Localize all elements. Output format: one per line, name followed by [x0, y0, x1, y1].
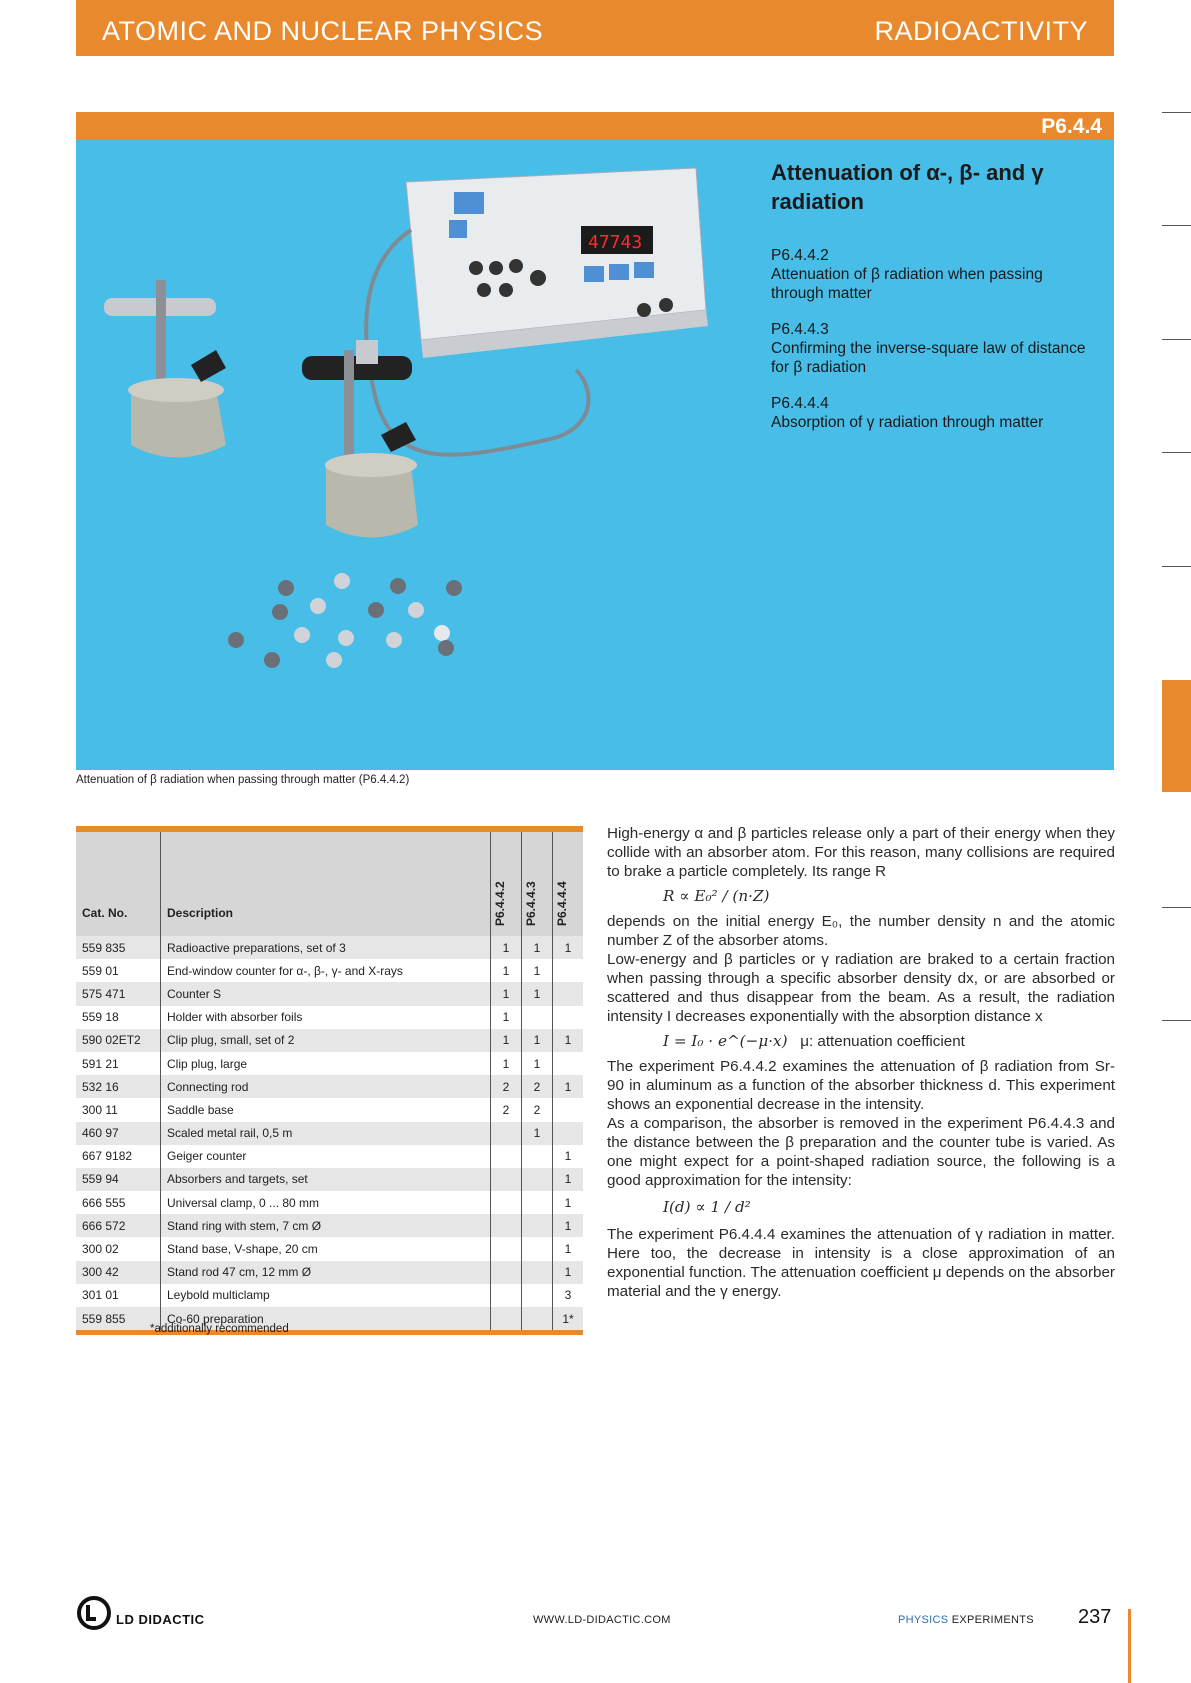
cell-qty-p6444: [553, 1098, 584, 1121]
table-row: [76, 1122, 583, 1145]
cell-description: Stand base, V-shape, 20 cm: [161, 1237, 491, 1260]
page-number: 237: [1078, 1606, 1112, 1628]
col-header-desc: Description: [161, 832, 491, 936]
cell-qty-p6442: [491, 1261, 522, 1284]
cell-qty-p6443: [522, 1006, 553, 1029]
col-header-p6444: [553, 832, 584, 936]
left-holder: [104, 280, 226, 458]
cell-qty-p6442: [491, 1122, 522, 1145]
cell-qty-p6443: [522, 1237, 553, 1260]
cell-description: Clip plug, large: [161, 1052, 491, 1075]
cell-qty-p6443: 1: [522, 1029, 553, 1052]
table-row: [76, 1145, 583, 1168]
formula-inverse-square: I(d) ∝ 1 / d²: [663, 1198, 751, 1216]
cell-qty-p6444: [553, 982, 584, 1005]
cell-cat-no: 666 572: [76, 1214, 161, 1237]
table-footnote: *additionally recommended: [150, 1323, 289, 1335]
paragraph: High-energy α and β particles release only a part of their energy when they collide with an absorber atom. For this reason, many collisions are required to brake a particle completely. Its range R: [607, 825, 1115, 880]
col-header-label: P6.4.4.4: [555, 881, 569, 926]
table-row: [76, 1168, 583, 1191]
equipment-table: [76, 826, 583, 1335]
cell-cat-no: 666 555: [76, 1191, 161, 1214]
cell-description: Clip plug, small, set of 2: [161, 1029, 491, 1052]
cell-description: End-window counter for α-, β-, γ- and X-rays: [161, 959, 491, 982]
cell-qty-p6442: [491, 1214, 522, 1237]
side-tab-rule: [1162, 225, 1191, 226]
cell-cat-no: 590 02ET2: [76, 1029, 161, 1052]
cell-cat-no: 532 16: [76, 1075, 161, 1098]
counter-device: [406, 168, 708, 358]
cell-qty-p6443: 2: [522, 1075, 553, 1098]
cell-cat-no: 559 94: [76, 1168, 161, 1191]
cell-cat-no: 300 42: [76, 1261, 161, 1284]
cell-qty-p6444: 1: [553, 1261, 584, 1284]
body-text: [607, 824, 1115, 1301]
cell-qty-p6442: 1: [491, 982, 522, 1005]
cell-qty-p6444: 1: [553, 1237, 584, 1260]
cell-qty-p6442: [491, 1145, 522, 1168]
col-header-cat: Cat. No.: [76, 832, 161, 936]
table-row: [76, 1052, 583, 1075]
cell-qty-p6444: 1: [553, 1191, 584, 1214]
formula-note: μ: attenuation coefficient: [800, 1033, 965, 1050]
cell-qty-p6442: [491, 1168, 522, 1191]
cell-qty-p6442: 2: [491, 1098, 522, 1121]
cell-qty-p6443: [522, 1307, 553, 1330]
cell-description: Co-60 preparation: [161, 1307, 491, 1330]
cell-qty-p6442: 1: [491, 1006, 522, 1029]
cell-qty-p6443: 1: [522, 959, 553, 982]
side-tab-rule: [1162, 452, 1191, 453]
side-tab-active: [1162, 680, 1191, 792]
experiment-item-code: P6.4.4.2: [771, 247, 829, 264]
cell-qty-p6443: [522, 1214, 553, 1237]
table-row: [76, 1284, 583, 1307]
experiment-item-text: Confirming the inverse-square law of distance for β radiation: [771, 340, 1086, 376]
experiment-title: Attenuation of α-, β- and γ radiation: [771, 160, 1044, 214]
cell-qty-p6442: [491, 1284, 522, 1307]
col-header-label: P6.4.4.3: [524, 881, 538, 926]
experiment-code-bar: [76, 112, 1114, 140]
cell-qty-p6444: [553, 1052, 584, 1075]
table-row: [76, 1075, 583, 1098]
cell-cat-no: 667 9182: [76, 1145, 161, 1168]
cell-cat-no: 300 11: [76, 1098, 161, 1121]
apparatus-photo: [76, 140, 766, 770]
experiment-item: [771, 394, 1091, 432]
cell-qty-p6443: [522, 1191, 553, 1214]
ld-logo-icon: [76, 1595, 116, 1631]
cell-qty-p6443: 1: [522, 982, 553, 1005]
paragraph: depends on the initial energy E₀, the number density n and the atomic number Z of the absorber atoms.: [607, 913, 1115, 949]
table-row: [76, 1214, 583, 1237]
cell-cat-no: 559 855: [76, 1307, 161, 1330]
cell-description: Leybold multiclamp: [161, 1284, 491, 1307]
cell-qty-p6443: [522, 1145, 553, 1168]
side-tab-rule: [1162, 566, 1191, 567]
cell-qty-p6442: 1: [491, 959, 522, 982]
footer-section-a: PHYSICS: [898, 1614, 949, 1626]
cell-qty-p6444: 1: [553, 1075, 584, 1098]
cell-qty-p6444: [553, 1122, 584, 1145]
cell-qty-p6444: [553, 1006, 584, 1029]
hero-panel: [76, 140, 1114, 770]
paragraph: Low-energy and β particles or γ radiation are braked to a certain fraction when passing through a specific absorber density dx, or are absorbed or scattered and thus disappear from the beam. As a result, the radiation intensity I decreases exponentially with the absorption distance x: [607, 951, 1115, 1025]
table-row: [76, 982, 583, 1005]
paragraph: As a comparison, the absorber is removed in the experiment P6.4.4.3 and the distance between the β preparation and the counter tube is varied. As one might expect for a point-shaped radiation source, the following is a good approximation for the intensity:: [607, 1115, 1115, 1189]
cell-qty-p6444: 1*: [553, 1307, 584, 1330]
cell-qty-p6442: 2: [491, 1075, 522, 1098]
col-header-p6442: [491, 832, 522, 936]
cell-qty-p6443: [522, 1284, 553, 1307]
cell-description: Connecting rod: [161, 1075, 491, 1098]
cell-qty-p6443: 1: [522, 936, 553, 959]
table-row: [76, 959, 583, 982]
formula-attenuation: I = I₀ · e^(−μ·x): [663, 1032, 788, 1050]
cell-cat-no: 591 21: [76, 1052, 161, 1075]
side-tab-rule: [1162, 1020, 1191, 1021]
col-header-label: P6.4.4.2: [493, 881, 507, 926]
cell-cat-no: 559 01: [76, 959, 161, 982]
experiment-item-code: P6.4.4.3: [771, 321, 829, 338]
cell-qty-p6442: [491, 1191, 522, 1214]
experiment-code: P6.4.4: [1041, 115, 1102, 138]
photo-caption: Attenuation of β radiation when passing through matter (P6.4.4.2): [76, 774, 410, 786]
formula-attenuation-row: [663, 1032, 1115, 1051]
cell-qty-p6442: [491, 1307, 522, 1330]
side-tab-rule: [1162, 907, 1191, 908]
cell-cat-no: 575 471: [76, 982, 161, 1005]
cell-qty-p6442: 1: [491, 1052, 522, 1075]
footer-url[interactable]: WWW.LD-DIDACTIC.COM: [533, 1614, 671, 1626]
cell-qty-p6442: [491, 1237, 522, 1260]
cell-qty-p6444: 1: [553, 1214, 584, 1237]
cell-qty-p6443: 1: [522, 1052, 553, 1075]
col-header-p6443: [522, 832, 553, 936]
cell-description: Saddle base: [161, 1098, 491, 1121]
cell-description: Stand rod 47 cm, 12 mm Ø: [161, 1261, 491, 1284]
paragraph: The experiment P6.4.4.2 examines the attenuation of β radiation from Sr-90 in aluminum as a function of the absorber thickness d. This experiment shows an exponential decrease in the intensity.: [607, 1058, 1115, 1113]
cell-description: Scaled metal rail, 0,5 m: [161, 1122, 491, 1145]
table-row: [76, 1029, 583, 1052]
table-row: [76, 1006, 583, 1029]
side-tab-rule: [1162, 339, 1191, 340]
cell-qty-p6444: 1: [553, 1168, 584, 1191]
brand-name: LD DIDACTIC: [116, 1612, 205, 1627]
cell-cat-no: 301 01: [76, 1284, 161, 1307]
paragraph: The experiment P6.4.4.4 examines the attenuation of γ radiation in matter. Here too, the decrease in intensity is a close approximation of an exponential function. The attenuation coefficient μ depends on the absorber material and the γ energy.: [607, 1226, 1115, 1300]
side-tab-rule: [1162, 112, 1191, 113]
cell-cat-no: 300 02: [76, 1237, 161, 1260]
cell-description: Universal clamp, 0 ... 80 mm: [161, 1191, 491, 1214]
cell-description: Absorbers and targets, set: [161, 1168, 491, 1191]
page-header: [76, 0, 1114, 56]
cell-qty-p6444: 1: [553, 1029, 584, 1052]
cell-qty-p6443: 1: [522, 1122, 553, 1145]
cell-description: Holder with absorber foils: [161, 1006, 491, 1029]
cell-qty-p6443: [522, 1168, 553, 1191]
cell-description: Geiger counter: [161, 1145, 491, 1168]
table-row: [76, 1191, 583, 1214]
header-section: RADIOACTIVITY: [874, 16, 1088, 46]
cell-qty-p6444: [553, 959, 584, 982]
cell-qty-p6444: 3: [553, 1284, 584, 1307]
cell-qty-p6444: 1: [553, 1145, 584, 1168]
experiment-item: [771, 320, 1091, 377]
table-row: [76, 1237, 583, 1260]
right-holder: [302, 340, 418, 538]
footer-section-b: EXPERIMENTS: [951, 1614, 1034, 1626]
table-row: [76, 936, 583, 959]
experiment-item-text: Absorption of γ radiation through matter: [771, 414, 1044, 431]
footer-rule: [1128, 1609, 1131, 1683]
cell-qty-p6443: 2: [522, 1098, 553, 1121]
cell-cat-no: 460 97: [76, 1122, 161, 1145]
device-display: 47743: [588, 232, 643, 253]
header-chapter: ATOMIC AND NUCLEAR PHYSICS: [102, 16, 544, 46]
cell-qty-p6443: [522, 1261, 553, 1284]
formula-range: R ∝ E₀² / (n·Z): [663, 887, 770, 905]
absorber-foils: [228, 573, 462, 668]
experiment-item: [771, 246, 1091, 303]
table-row: [76, 1261, 583, 1284]
footer-section: [898, 1614, 1034, 1626]
experiment-item-text: Attenuation of β radiation when passing through matter: [771, 266, 1043, 302]
table-row: [76, 1098, 583, 1121]
cell-description: Stand ring with stem, 7 cm Ø: [161, 1214, 491, 1237]
cell-description: Radioactive preparations, set of 3: [161, 936, 491, 959]
cell-qty-p6442: 1: [491, 1029, 522, 1052]
cell-cat-no: 559 18: [76, 1006, 161, 1029]
cell-qty-p6444: 1: [553, 936, 584, 959]
cell-qty-p6442: 1: [491, 936, 522, 959]
experiment-item-code: P6.4.4.4: [771, 395, 829, 412]
cell-cat-no: 559 835: [76, 936, 161, 959]
cell-description: Counter S: [161, 982, 491, 1005]
